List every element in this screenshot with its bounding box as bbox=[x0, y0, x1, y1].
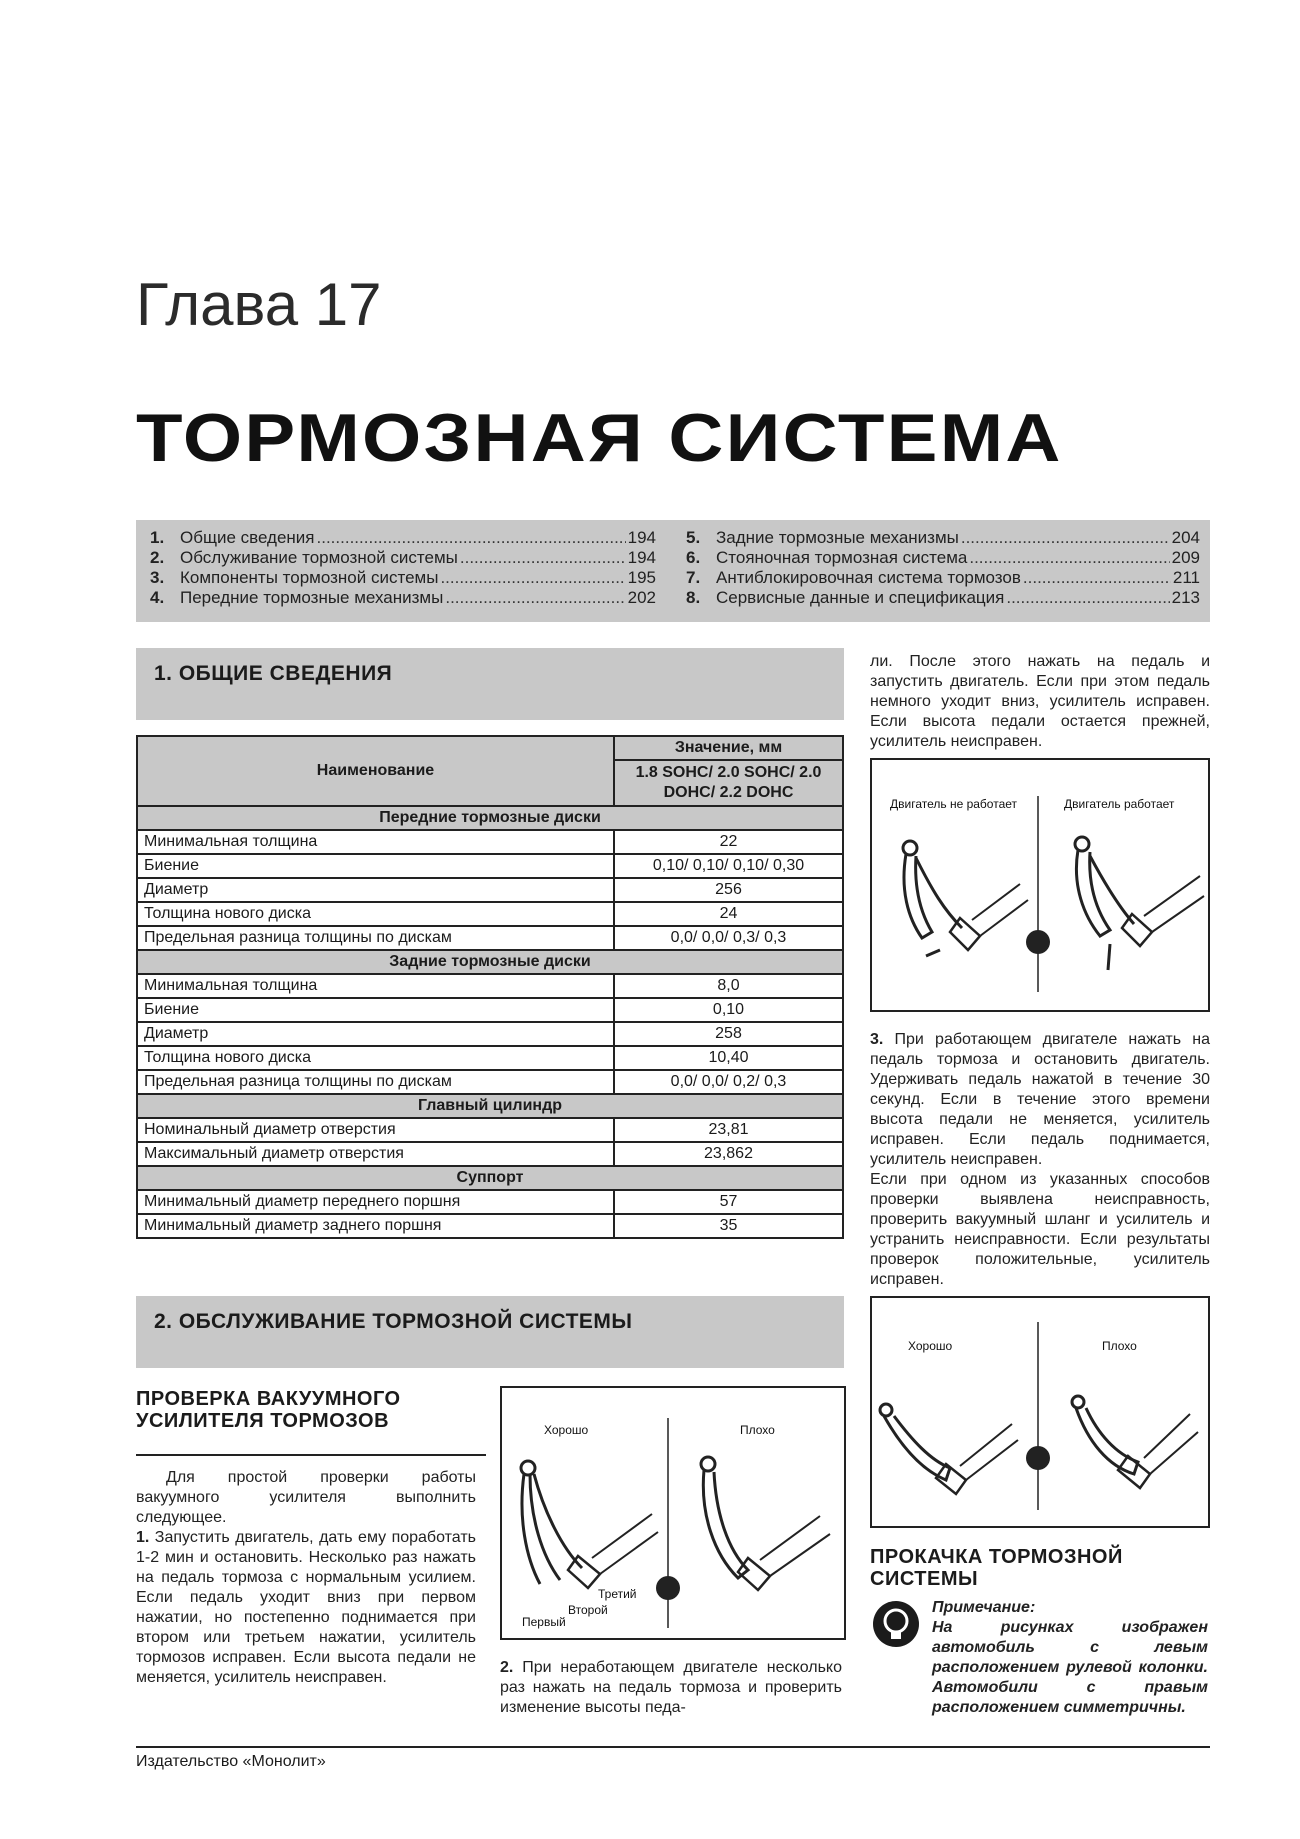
table-row: Минимальный диаметр переднего поршня 57 bbox=[137, 1190, 843, 1214]
table-row: Диаметр 258 bbox=[137, 1022, 843, 1046]
figure-label-engine-off: Двигатель не работает bbox=[890, 797, 1018, 811]
table-row: Максимальный диаметр отверстия 23,862 bbox=[137, 1142, 843, 1166]
figure-good-bad-1-drawing bbox=[502, 1388, 844, 1638]
section-2-bar bbox=[136, 1296, 844, 1368]
table-group-row: Суппорт bbox=[137, 1166, 843, 1190]
spec-table bbox=[136, 735, 844, 1239]
right-intro-text: ли. После этого нажать на педаль и запустить двигатель. Если при этом педаль немного уходит вниз, усилитель исправен. Если высота педали остается прежней, усилитель неисправен. bbox=[870, 653, 1210, 750]
table-of-contents bbox=[136, 520, 1210, 622]
table-row: Биение 0,10/ 0,10/ 0,10/ 0,30 bbox=[137, 854, 843, 878]
vacuum-check-heading: ПРОВЕРКА ВАКУУМНОГО УСИЛИТЕЛЯ ТОРМОЗОВ bbox=[136, 1388, 401, 1432]
heading-underline bbox=[136, 1454, 486, 1456]
section-1-heading: 1. ОБЩИЕ СВЕДЕНИЯ bbox=[154, 662, 393, 685]
toc-item[interactable]: 8. Сервисные данные и спецификация ..... 213 bbox=[686, 588, 1200, 608]
figure-label-good: Хорошо bbox=[908, 1339, 953, 1353]
table-group-row: Главный цилиндр bbox=[137, 1094, 843, 1118]
section-1-bar bbox=[136, 648, 844, 720]
figure-engine-check bbox=[870, 758, 1210, 1012]
figure-good-bad-2-drawing bbox=[872, 1298, 1208, 1526]
table-row: Биение 0,10 bbox=[137, 998, 843, 1022]
toc-item[interactable]: 4. Передние тормозные механизмы ..... 202 bbox=[150, 588, 656, 608]
toc-item[interactable]: 5. Задние тормозные механизмы ..... 204 bbox=[686, 528, 1200, 548]
note-text: На рисунках изображен автомобиль с левым расположением рулевой колонки. Автомобили с правым расположением симметричны. bbox=[932, 1619, 1208, 1716]
chapter-label: Глава 17 bbox=[136, 271, 382, 338]
figure-engine-check-drawing bbox=[872, 760, 1208, 1010]
table-row: Предельная разница толщины по дискам 0,0/ 0,0/ 0,3/ 0,3 bbox=[137, 926, 843, 950]
table-row: Минимальная толщина 22 bbox=[137, 830, 843, 854]
chapter-title: ТОРМОЗНАЯ СИСТЕМА bbox=[136, 400, 1063, 476]
toc-column-right bbox=[686, 528, 1200, 608]
figure-label-second: Второй bbox=[568, 1603, 608, 1617]
table-group-row: Передние тормозные диски bbox=[137, 806, 843, 830]
bleed-heading: ПРОКАЧКА ТОРМОЗНОЙ СИСТЕМЫ bbox=[870, 1546, 1123, 1590]
note-title: Примечание: bbox=[932, 1599, 1036, 1616]
toc-item[interactable]: 2. Обслуживание тормозной системы ..... 194 bbox=[150, 548, 656, 568]
table-row: Диаметр 256 bbox=[137, 878, 843, 902]
toc-item[interactable]: 6. Стояночная тормозная система ..... 209 bbox=[686, 548, 1200, 568]
step-3-conclusion-text: Если при одном из указанных способов проверки выявлена неисправность, проверить вакуумный шланг и усилитель и устранить неисправности. Если результаты проверок положительные, усилитель исправен. bbox=[870, 1171, 1210, 1288]
figure-label-engine-on: Двигатель работает bbox=[1064, 797, 1175, 811]
table-row: Толщина нового диска 10,40 bbox=[137, 1046, 843, 1070]
toc-column-left bbox=[150, 528, 656, 608]
section-2-heading: 2. ОБСЛУЖИВАНИЕ ТОРМОЗНОЙ СИСТЕМЫ bbox=[154, 1310, 633, 1333]
table-row: Предельная разница толщины по дискам 0,0/ 0,0/ 0,2/ 0,3 bbox=[137, 1070, 843, 1094]
lightbulb-icon bbox=[872, 1600, 922, 1650]
column-header-value: Значение, мм bbox=[614, 736, 843, 760]
column-header-engines: 1.8 SOHC/ 2.0 SOHC/ 2.0 DOHC/ 2.2 DOHC bbox=[614, 760, 843, 806]
publisher-footer: Издательство «Монолит» bbox=[136, 1753, 326, 1770]
table-row: Толщина нового диска 24 bbox=[137, 902, 843, 926]
note-block bbox=[870, 1598, 1210, 1718]
table-row: Минимальный диаметр заднего поршня 35 bbox=[137, 1214, 843, 1238]
toc-item[interactable]: 1. Общие сведения ..... 194 bbox=[150, 528, 656, 548]
figure-label-good: Хорошо bbox=[544, 1423, 589, 1437]
figure-label-bad: Плохо bbox=[740, 1423, 775, 1437]
vacuum-check-intro: Для простой проверки работы вакуумного усилителя выполнить следующее. bbox=[136, 1469, 476, 1526]
figure-good-bad-2 bbox=[870, 1296, 1210, 1528]
figure-good-bad-1 bbox=[500, 1386, 846, 1640]
figure-label-bad: Плохо bbox=[1102, 1339, 1137, 1353]
footer-divider bbox=[136, 1746, 1210, 1748]
table-row: Номинальный диаметр отверстия 23,81 bbox=[137, 1118, 843, 1142]
toc-item[interactable]: 7. Антиблокировочная система тормозов ..... 211 bbox=[686, 568, 1200, 588]
figure-label-third: Третий bbox=[598, 1587, 637, 1601]
figure-label-first: Первый bbox=[522, 1615, 566, 1629]
toc-item[interactable]: 3. Компоненты тормозной системы ..... 195 bbox=[150, 568, 656, 588]
step-3-text: 3. При работающем двигателе нажать на педаль тормоза и остановить двигатель. Удерживать педаль нажатой в течение 30 секунд. Если в течение этого времени высота педали не меняется, усилитель исправен. Если педаль поднимается, усилитель неисправен. bbox=[870, 1031, 1210, 1168]
step-1-text: 1. Запустить двигатель, дать ему поработать 1-2 мин и остановить. Несколько раз нажать на педаль тормоза с нормальным усилием. Если педаль уходит вниз при первом нажатии, но постепенно поднимается при втором или третьем нажатии, усилитель тормозов исправен. Если высота педали не меняется, усилитель неисправен. bbox=[136, 1529, 476, 1686]
step-2-text: 2. При неработающем двигателе несколько раз нажать на педаль тормоза и проверить изменение высоты педа- bbox=[500, 1659, 842, 1716]
table-group-row: Задние тормозные диски bbox=[137, 950, 843, 974]
table-row: Минимальная толщина 8,0 bbox=[137, 974, 843, 998]
column-header-name: Наименование bbox=[137, 736, 614, 806]
